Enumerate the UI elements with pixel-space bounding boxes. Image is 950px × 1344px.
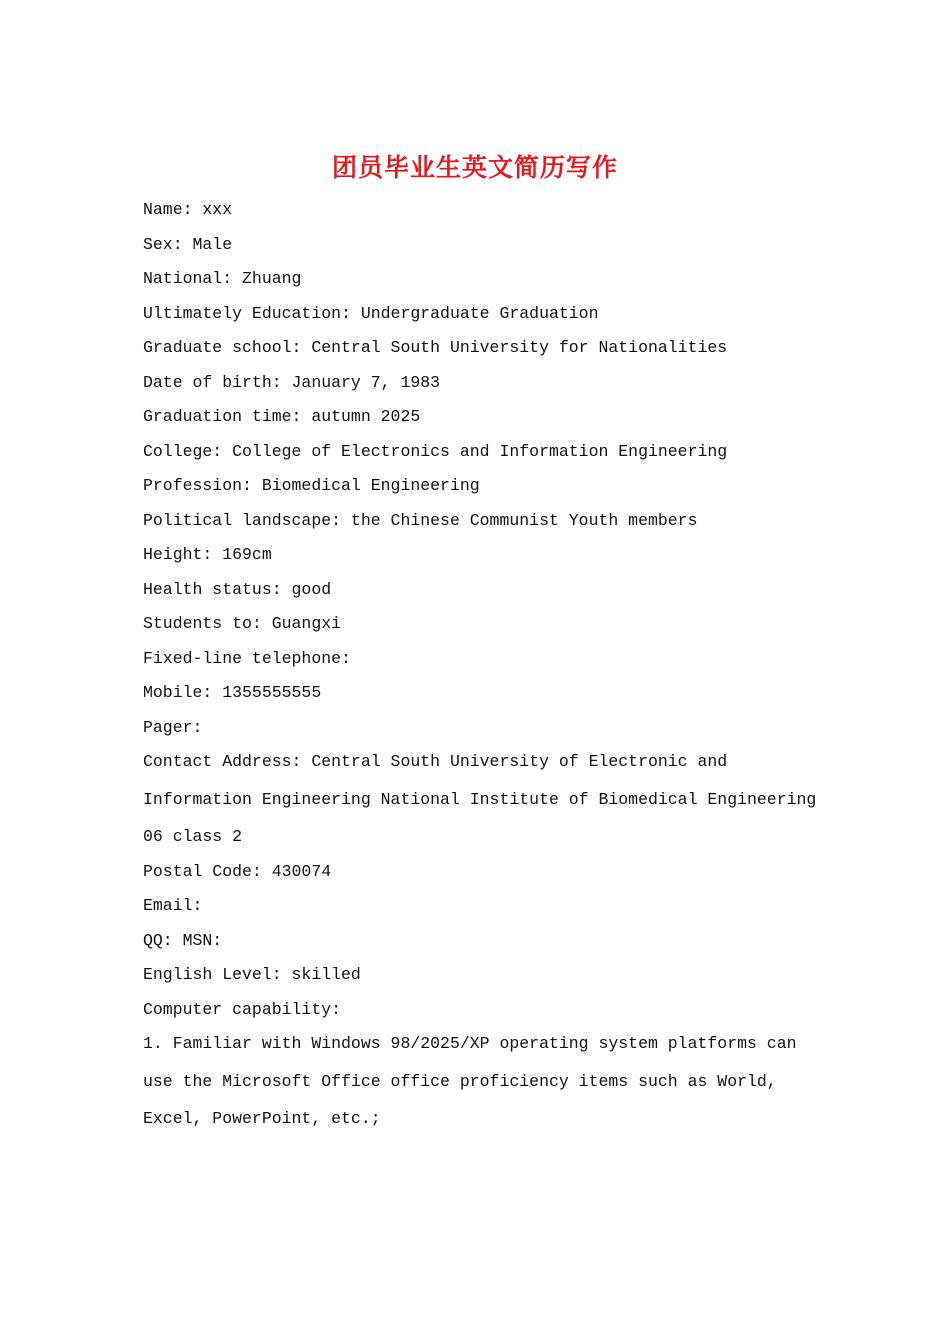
field-political-landscape: Political landscape: the Chinese Communist Youth members — [143, 510, 698, 530]
computer-item-1-cont: use the Microsoft Office office proficiency items such as World, — [143, 1071, 777, 1091]
field-computer-capability: Computer capability: — [143, 999, 342, 1019]
computer-item-1: 1. Familiar with Windows 98/2025/XP operating system platforms can — [143, 1034, 797, 1053]
field-health-status: Health status: good — [143, 579, 332, 599]
field-mobile: Mobile: 1355555555 — [143, 683, 322, 702]
field-graduate-school: Graduate school: Central South University for Nationalities — [143, 338, 728, 357]
field-qq-msn: QQ: MSN: — [143, 930, 223, 950]
field-contact-address-cont: 06 class 2 — [143, 827, 243, 846]
field-date-of-birth: Date of birth: January 7, 1983 — [143, 372, 441, 392]
field-college: College: College of Electronics and Information Engineering — [143, 441, 728, 461]
field-name: Name: xxx — [143, 200, 233, 219]
field-sex: Sex: Male — [143, 234, 233, 254]
field-profession: Profession: Biomedical Engineering — [143, 476, 480, 495]
field-height: Height: 169cm — [143, 545, 272, 564]
field-education: Ultimately Education: Undergraduate Graduation — [143, 303, 599, 323]
field-contact-address-cont: Information Engineering National Institute of Biomedical Engineering — [143, 789, 817, 809]
field-national: National: Zhuang — [143, 269, 302, 288]
field-email: Email: — [143, 896, 203, 915]
field-students-to: Students to: Guangxi — [143, 614, 342, 633]
document-title: 团员毕业生英文简历写作 — [331, 153, 618, 182]
field-contact-address: Contact Address: Central South University of Electronic and — [143, 752, 728, 771]
computer-item-1-cont: Excel, PowerPoint, etc.; — [143, 1109, 381, 1128]
field-graduation-time: Graduation time: autumn 2025 — [143, 407, 421, 426]
field-fixed-line-telephone: Fixed-line telephone: — [143, 648, 351, 668]
resume-content — [143, 196, 823, 1143]
field-english-level: English Level: skilled — [143, 965, 361, 984]
field-postal-code: Postal Code: 430074 — [143, 861, 332, 881]
field-pager: Pager: — [143, 717, 203, 737]
